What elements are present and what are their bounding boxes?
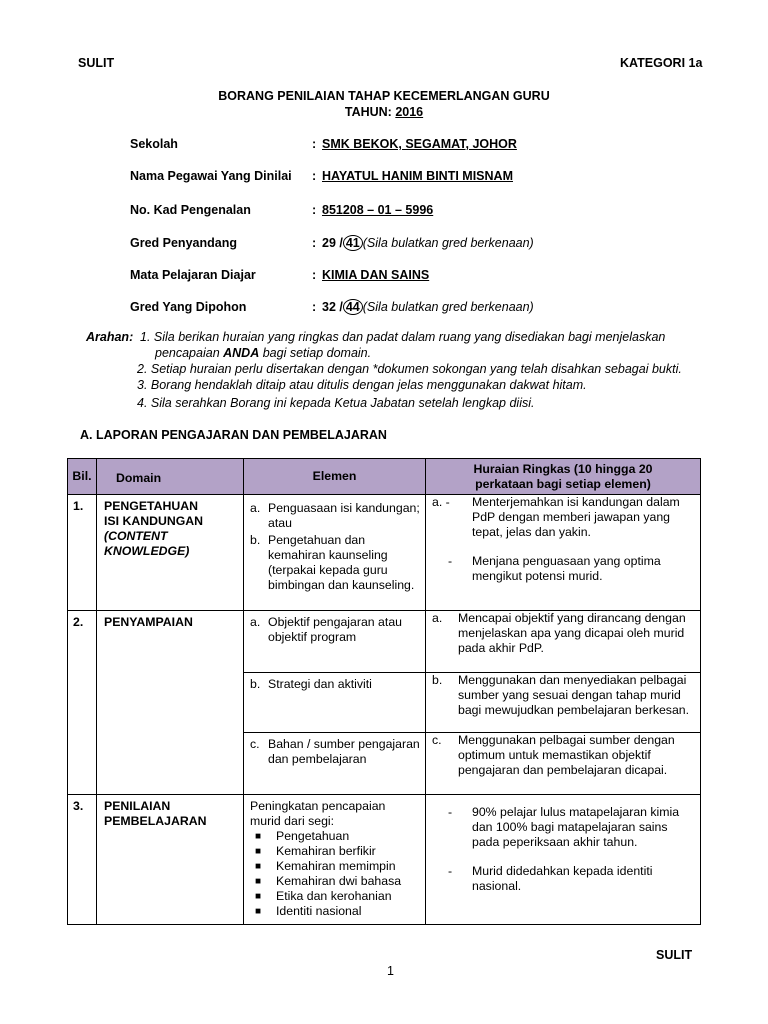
row-huraian: [426, 495, 701, 611]
year-label: TAHUN:: [344, 105, 396, 119]
instruction-4: 4. Sila serahkan Borang ini kepada Ketua Jabatan setelah lengkap diisi.: [137, 396, 535, 410]
form-year: [0, 105, 768, 119]
category-label: KATEGORI 1a: [620, 56, 703, 70]
field-label: Nama Pegawai Yang Dinilai: [130, 169, 292, 183]
list-marker: b.: [250, 677, 261, 691]
list-item: [432, 554, 696, 584]
circled-grade: 44: [343, 299, 363, 315]
field-label: Sekolah: [130, 137, 178, 151]
instruction-emphasis: ANDA: [223, 346, 260, 360]
page-number: 1: [387, 964, 394, 978]
list-text: Mencapai objektif yang dirancang dengan menjelaskan apa yang dicapai oleh murid pada akhir PdP.: [458, 611, 686, 655]
bullet-item: [250, 904, 421, 919]
grade-separator: /: [335, 300, 343, 314]
field-colon: :: [312, 169, 317, 183]
list-marker: a.: [432, 611, 443, 625]
list-text: Objektif pengajaran atau objektif program: [268, 615, 402, 644]
list-item: [250, 615, 421, 645]
list-text: 90% pelajar lulus matapelajaran kimia dan 100% bagi matapelajaran sains pada peperiksaan akhir tahun.: [472, 805, 680, 849]
field-value: [322, 235, 534, 251]
row-domain: PENYAMPAIAN: [97, 611, 244, 795]
form-title: BORANG PENILAIAN TAHAP KECEMERLANGAN GURU: [218, 89, 550, 103]
field-value: KIMIA DAN SAINS: [322, 268, 430, 282]
list-item: [432, 733, 696, 778]
bullet-text: Kemahiran dwi bahasa: [276, 874, 402, 888]
field-value: SMK BEKOK, SEGAMAT, JOHOR: [322, 137, 517, 151]
list-text: Strategi dan aktiviti: [268, 677, 372, 691]
table-row: [68, 795, 701, 925]
list-marker: -: [448, 864, 453, 878]
list-item: [432, 611, 696, 656]
list-text: Bahan / sumber pengajaran dan pembelajaran: [268, 737, 420, 766]
bullet-text: Identiti nasional: [276, 904, 362, 918]
domain-line: PENILAIAN: [104, 799, 171, 813]
field-colon: :: [312, 268, 317, 282]
list-marker: -: [448, 554, 453, 568]
list-marker: -: [448, 805, 453, 819]
row-huraian: [426, 673, 701, 733]
instruction-text: pencapaian: [155, 346, 224, 360]
row-elemen: [244, 673, 426, 733]
row-elemen: [244, 733, 426, 795]
list-text: Menjana penguasaan yang optima mengikut potensi murid.: [472, 554, 661, 583]
row-number: 1.: [68, 495, 97, 611]
field-colon: :: [312, 236, 317, 250]
instruction-1: 1. Sila berikan huraian yang ringkas dan padat dalam ruang yang disediakan bagi menjelaskan: [140, 330, 666, 344]
list-marker: a. -: [432, 495, 450, 509]
list-item: [250, 737, 421, 767]
bullet-item: [250, 829, 421, 844]
row-elemen: [244, 795, 426, 925]
list-marker: b.: [250, 533, 261, 547]
instruction-1-cont: [155, 346, 371, 360]
row-huraian: [426, 795, 701, 925]
grade-note: (Sila bulatkan gred berkenaan): [362, 300, 534, 314]
domain-line: PENGETAHUAN: [104, 499, 199, 513]
header-huraian: Huraian Ringkas (10 hingga 20 perkataan bagi setiap elemen): [426, 459, 701, 495]
instruction-2: 2. Setiap huraian perlu disertakan dengan *dokumen sokongan yang telah disahkan sebagai bukti.: [137, 362, 682, 376]
section-a-heading: A. LAPORAN PENGAJARAN DAN PEMBELAJARAN: [80, 428, 387, 442]
elemen-intro: Peningkatan pencapaian murid dari segi:: [250, 799, 386, 828]
field-colon: :: [312, 137, 317, 151]
bullet-item: [250, 889, 421, 904]
row-domain: [97, 495, 244, 611]
row-domain: [97, 795, 244, 925]
header-elemen: Elemen: [244, 459, 426, 495]
bullet-marker: ■: [255, 861, 262, 872]
report-table: [67, 458, 701, 925]
domain-line: ISI KANDUNGAN: [104, 514, 204, 528]
field-label: Gred Penyandang: [130, 236, 237, 250]
domain-line: PEMBELAJARAN: [104, 814, 207, 828]
bullet-text: Pengetahuan: [276, 829, 350, 843]
list-item: [432, 495, 696, 540]
field-colon: :: [312, 300, 317, 314]
bullet-item: [250, 859, 421, 874]
table-row: [68, 611, 701, 673]
grade-option: 29: [322, 236, 336, 250]
classification-left: SULIT: [78, 56, 115, 70]
field-label: Gred Yang Dipohon: [130, 300, 247, 314]
list-marker: c.: [250, 737, 260, 751]
bullet-item: [250, 844, 421, 859]
instruction-3: 3. Borang hendaklah ditaip atau ditulis dengan jelas menggunakan dakwat hitam.: [137, 378, 587, 392]
list-text: Murid didedahkan kepada identiti nasional.: [472, 864, 653, 893]
bullet-marker: ■: [255, 906, 262, 917]
table-row: [68, 495, 701, 611]
instruction-text: bagi setiap domain.: [259, 346, 372, 360]
bullet-marker: ■: [255, 831, 262, 842]
list-marker: c.: [432, 733, 442, 747]
domain-line: (CONTENT: [104, 529, 168, 543]
header-domain: Domain: [97, 459, 244, 495]
list-marker: b.: [432, 673, 443, 687]
field-value: HAYATUL HANIM BINTI MISNAM: [322, 169, 513, 183]
header-bil: Bil.: [68, 459, 97, 495]
bullet-marker: ■: [255, 876, 262, 887]
bullet-text: Kemahiran berfikir: [276, 844, 376, 858]
bullet-text: Etika dan kerohanian: [276, 889, 392, 903]
list-item: [250, 533, 421, 593]
row-number: 2.: [68, 611, 97, 795]
list-text: Menggunakan pelbagai sumber dengan optimum untuk memastikan objektif pengajaran dan pembelajaran dicapai.: [458, 733, 675, 777]
list-item: [250, 501, 421, 531]
list-text: Menggunakan dan menyediakan pelbagai sumber yang sesuai dengan tahap murid bagi mewujudkan pembelajaran berkesan.: [458, 673, 690, 717]
list-text: Menterjemahkan isi kandungan dalam PdP dengan memberi jawapan yang tepat, jelas dan yakin.: [472, 495, 680, 539]
field-label: No. Kad Pengenalan: [130, 203, 251, 217]
bullet-marker: ■: [255, 846, 262, 857]
row-number: 3.: [68, 795, 97, 925]
list-marker: a.: [250, 615, 261, 629]
row-elemen: [244, 495, 426, 611]
bullet-text: Kemahiran memimpin: [276, 859, 396, 873]
field-value: [322, 299, 534, 315]
row-huraian: [426, 733, 701, 795]
list-text: Penguasaan isi kandungan; atau: [268, 501, 420, 530]
bullet-marker: ■: [255, 891, 262, 902]
list-item: [432, 805, 696, 850]
bullet-item: [250, 874, 421, 889]
list-item: [432, 864, 696, 894]
circled-grade: 41: [343, 235, 363, 251]
domain-line: KNOWLEDGE): [104, 544, 190, 558]
grade-option: 32: [322, 300, 336, 314]
field-colon: :: [312, 203, 317, 217]
grade-note: (Sila bulatkan gred berkenaan): [362, 236, 534, 250]
classification-footer: SULIT: [656, 948, 693, 962]
list-marker: a.: [250, 501, 261, 515]
instructions-label: Arahan:: [86, 330, 134, 344]
list-item: [250, 677, 421, 692]
grade-separator: /: [335, 236, 343, 250]
list-text: Pengetahuan dan kemahiran kaunseling (terpakai kepada guru bimbingan dan kaunseling.: [268, 533, 415, 592]
list-item: [432, 673, 696, 718]
year-value: 2016: [395, 105, 424, 119]
field-label: Mata Pelajaran Diajar: [130, 268, 256, 282]
row-elemen: [244, 611, 426, 673]
row-huraian: [426, 611, 701, 673]
table-header-row: [68, 459, 701, 495]
field-value: 851208 – 01 – 5996: [322, 203, 434, 217]
